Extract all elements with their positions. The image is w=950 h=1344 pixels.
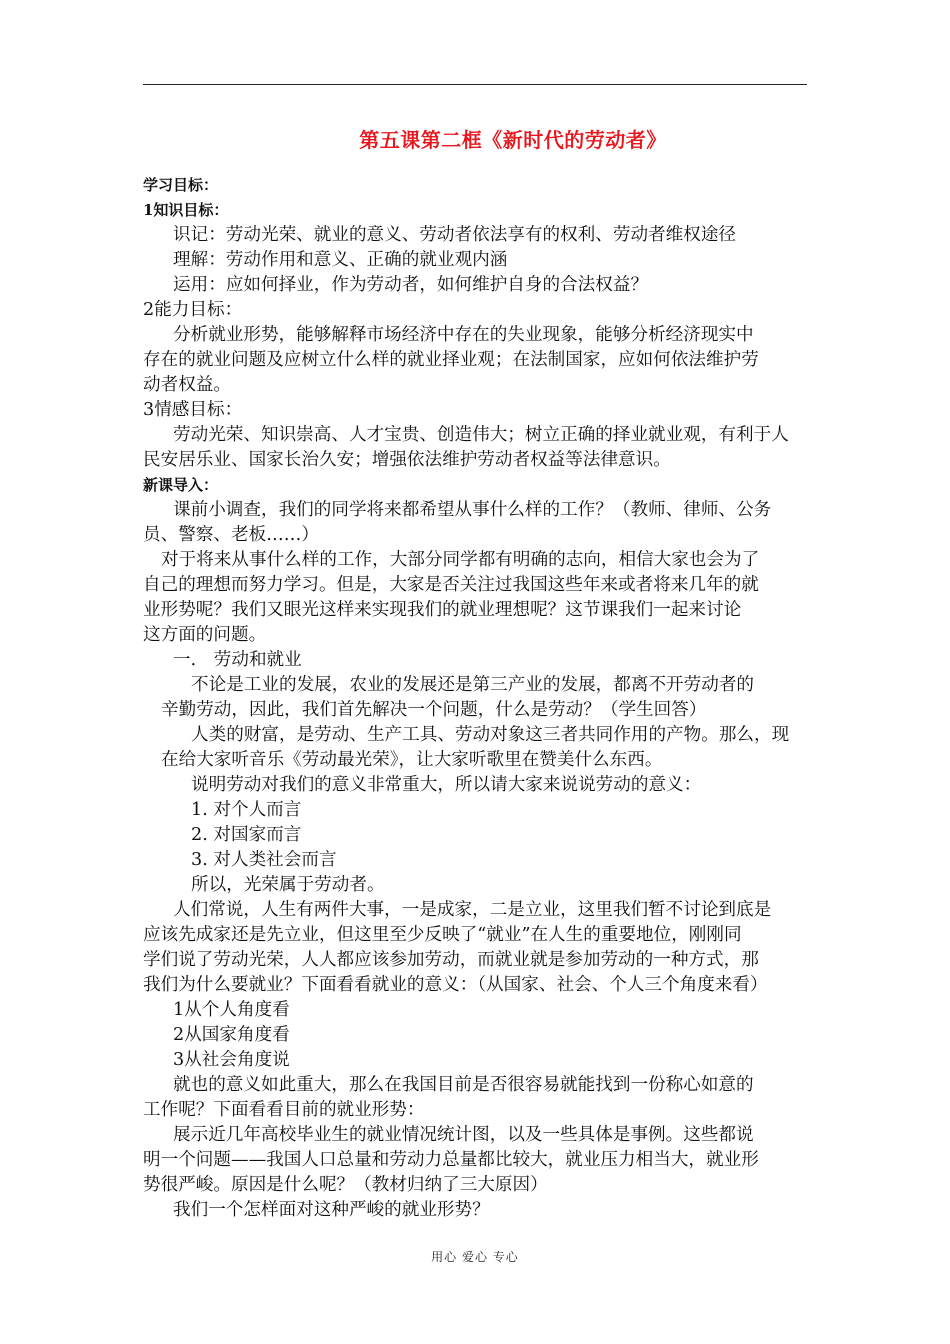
paragraph-line: 劳动光荣、知识崇高、人才宝贵、创造伟大；树立正确的择业就业观，有利于人 [173, 425, 789, 445]
paragraph-line: 运用：应如何择业，作为劳动者，如何维护自身的合法权益？ [173, 275, 649, 295]
paragraph-line: 自己的理想而努力学习。但是，大家是否关注过我国这些年来或者将来几年的就 [143, 575, 759, 595]
list-item: 2从国家角度看 [173, 1025, 290, 1045]
heading-knowledge-goals: 1知识目标： [143, 201, 229, 219]
heading-ability-goals: 2能力目标： [143, 300, 243, 320]
list-item: 3从社会角度说 [173, 1050, 290, 1070]
paragraph-line: 说明劳动对我们的意义非常重大，所以请大家来说说劳动的意义： [191, 775, 702, 795]
page-title: 第五课第二框《新时代的劳动者》 [359, 128, 667, 152]
list-item: 1. 对个人而言 [191, 800, 302, 820]
paragraph-line: 课前小调查，我们的同学将来都希望从事什么样的工作？（教师、律师、公务 [173, 500, 772, 520]
paragraph-line: 存在的就业问题及应树立什么样的就业择业观；在法制国家，应如何依法维护劳 [143, 350, 759, 370]
paragraph-line: 人们常说，人生有两件大事，一是成家，二是立业，这里我们暂不讨论到底是 [173, 900, 772, 920]
paragraph-line: 民安居乐业、国家长治久安；增强依法维护劳动者权益等法律意识。 [143, 450, 671, 470]
paragraph-line: 我们一个怎样面对这种严峻的就业形势？ [173, 1200, 490, 1220]
paragraph-line: 明一个问题——我国人口总量和劳动力总量都比较大，就业压力相当大，就业形 [143, 1150, 759, 1170]
paragraph-line: 学们说了劳动光荣，人人都应该参加劳动，而就业就是参加劳动的一种方式，那 [143, 950, 759, 970]
paragraph-line: 展示近几年高校毕业生的就业情况统计图，以及一些具体是事例。这些都说 [173, 1125, 754, 1145]
paragraph-line: 这方面的问题。 [143, 625, 267, 645]
paragraph-line: 我们为什么要就业？下面看看就业的意义：（从国家、社会、个人三个角度来看） [143, 975, 768, 995]
paragraph-line: 应该先成家还是先立业，但这里至少反映了“就业”在人生的重要地位，刚刚同 [143, 925, 742, 945]
paragraph-line: 对于将来从事什么样的工作，大部分同学都有明确的志向，相信大家也会为了 [161, 550, 760, 570]
paragraph-line: 人类的财富，是劳动、生产工具、劳动对象这三者共同作用的产物。那么，现 [191, 725, 790, 745]
paragraph-line: 就也的意义如此重大，那么在我国目前是否很容易就能找到一份称心如意的 [173, 1075, 754, 1095]
paragraph-line: 分析就业形势，能够解释市场经济中存在的失业现象，能够分析经济现实中 [173, 325, 754, 345]
paragraph-line: 所以，光荣属于劳动者。 [191, 875, 385, 895]
list-item: 3. 对人类社会而言 [191, 850, 337, 870]
paragraph-line: 员、警察、老板……） [143, 525, 319, 545]
list-item: 2. 对国家而言 [191, 825, 302, 845]
paragraph-line: 理解：劳动作用和意义、正确的就业观内涵 [173, 250, 508, 270]
paragraph-line: 辛勤劳动，因此，我们首先解决一个问题，什么是劳动？（学生回答） [161, 700, 707, 720]
paragraph-line: 识记：劳动光荣、就业的意义、劳动者依法享有的权利、劳动者维权途径 [173, 225, 737, 245]
list-item: 1从个人角度看 [173, 1000, 290, 1020]
paragraph-line: 在给大家听音乐《劳动最光荣》，让大家听歌里在赞美什么东西。 [161, 750, 663, 770]
section-heading-labor-employment: 一． 劳动和就业 [173, 650, 302, 670]
page-footer: 用心 爱心 专心 [431, 1250, 519, 1264]
heading-emotion-goals: 3情感目标： [143, 400, 243, 420]
paragraph-line: 工作呢？下面看看目前的就业形势： [143, 1100, 425, 1120]
heading-new-lesson: 新课导入： [143, 476, 219, 494]
paragraph-line: 不论是工业的发展，农业的发展还是第三产业的发展，都离不开劳动者的 [191, 675, 755, 695]
paragraph-line: 势很严峻。原因是什么呢？（教材归纳了三大原因） [143, 1175, 548, 1195]
paragraph-line: 业形势呢？我们又眼光这样来实现我们的就业理想呢？这节课我们一起来讨论 [143, 600, 742, 620]
paragraph-line: 动者权益。 [143, 375, 231, 395]
header-rule [143, 84, 807, 85]
heading-learning-goals: 学习目标： [143, 176, 219, 194]
